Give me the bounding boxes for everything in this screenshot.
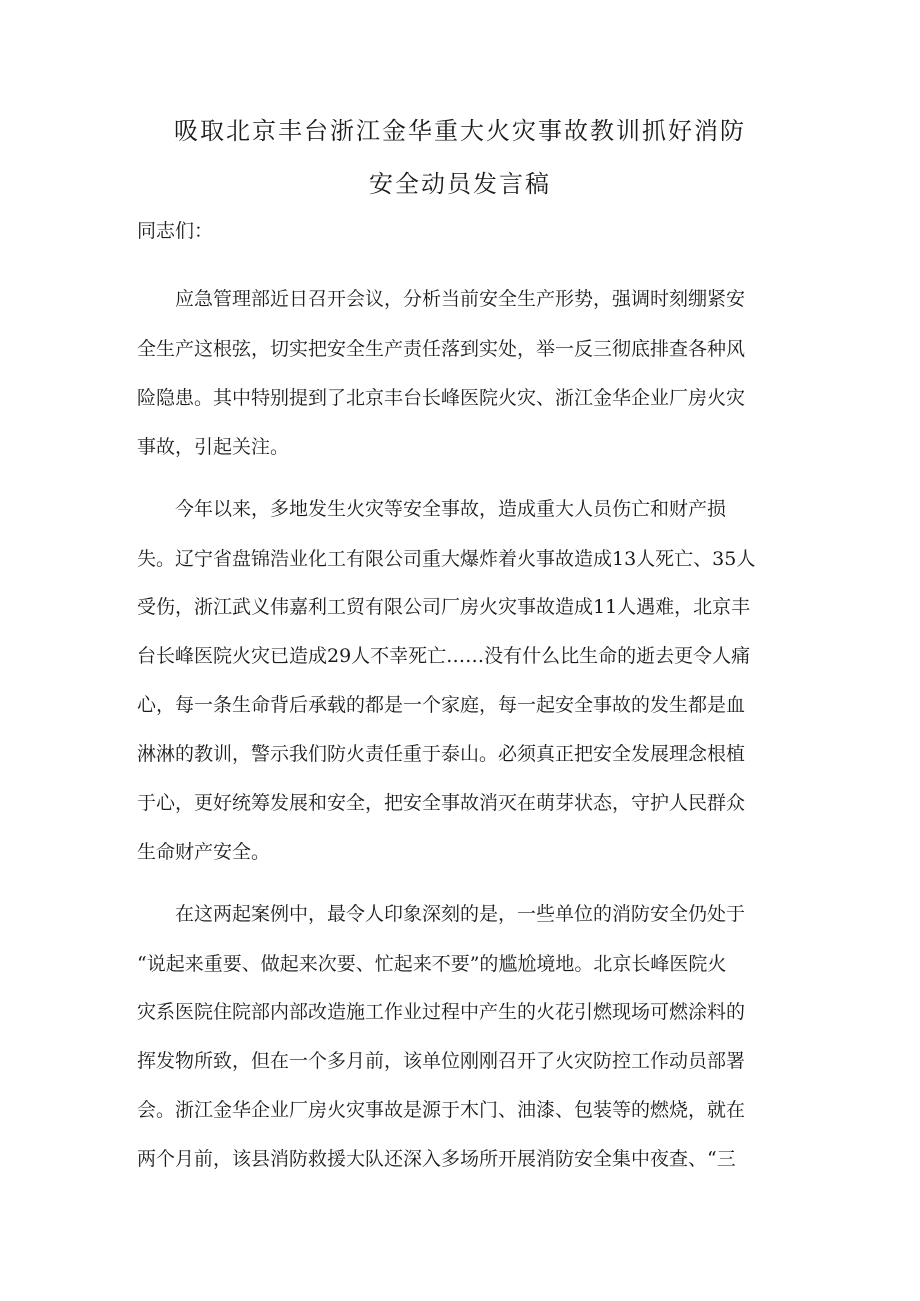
paragraph-line: 险隐患。其中特别提到了北京丰台长峰医院火灾、浙江金华企业厂房火灾 xyxy=(137,387,746,409)
paragraph-line: 会。浙江金华企业厂房火灾事故是源于木门、油漆、包装等的燃烧，就在 xyxy=(137,1099,746,1121)
paragraph-line: 心，每一条生命背后承载的都是一个家庭，每一起安全事故的发生都是血 xyxy=(137,694,746,716)
paragraph-line: 事故，引起关注。 xyxy=(137,436,290,458)
paragraph-line: 失。辽宁省盘锦浩业化工有限公司重大爆炸着火事故造成13人死亡、35人 xyxy=(137,548,756,570)
paragraph-line: 生命财产安全。 xyxy=(137,841,271,863)
paragraph-line: 台长峰医院火灾已造成29人不幸死亡……没有什么比生命的逝去更令人痛 xyxy=(137,645,751,667)
paragraph-line: 全生产这根弦，切实把安全生产责任落到实处，举一反三彻底排查各种风 xyxy=(137,338,746,360)
paragraph-line: 淋淋的教训，警示我们防火责任重于泰山。必须真正把安全发展理念根植 xyxy=(137,743,746,765)
paragraph-line: “说起来重要、做起来次要、忙起来不要”的尴尬境地。北京长峰医院火 xyxy=(137,953,727,975)
paragraph-line: 应急管理部近日召开会议，分析当前安全生产形势，强调时刻绷紧安 xyxy=(175,288,746,310)
paragraph-line: 今年以来，多地发生火灾等安全事故，造成重大人员伤亡和财产损 xyxy=(175,498,727,520)
salutation: 同志们： xyxy=(137,220,214,242)
paragraph-line: 挥发物所致，但在一个多月前，该单位刚刚召开了火灾防控工作动员部署 xyxy=(137,1050,746,1072)
document-title-line-1: 吸取北京丰台浙江金华重大火灾事故教训抓好消防 xyxy=(174,117,746,145)
document-title-line-2: 安全动员发言稿 xyxy=(369,170,551,198)
paragraph-line: 灾系医院住院部内部改造施工作业过程中产生的火花引燃现场可燃涂料的 xyxy=(137,1001,746,1023)
paragraph-line: 于心，更好统筹发展和安全，把安全事故消灭在萌芽状态，守护人民群众 xyxy=(137,792,746,814)
paragraph-line: 受伤，浙江武义伟嘉利工贸有限公司厂房火灾事故造成11人遇难，北京丰 xyxy=(137,596,751,618)
paragraph-line: 两个月前，该县消防救援大队还深入多场所开展消防安全集中夜查、“三 xyxy=(137,1148,736,1170)
paragraph-line: 在这两起案例中，最令人印象深刻的是，一些单位的消防安全仍处于 xyxy=(175,903,746,925)
